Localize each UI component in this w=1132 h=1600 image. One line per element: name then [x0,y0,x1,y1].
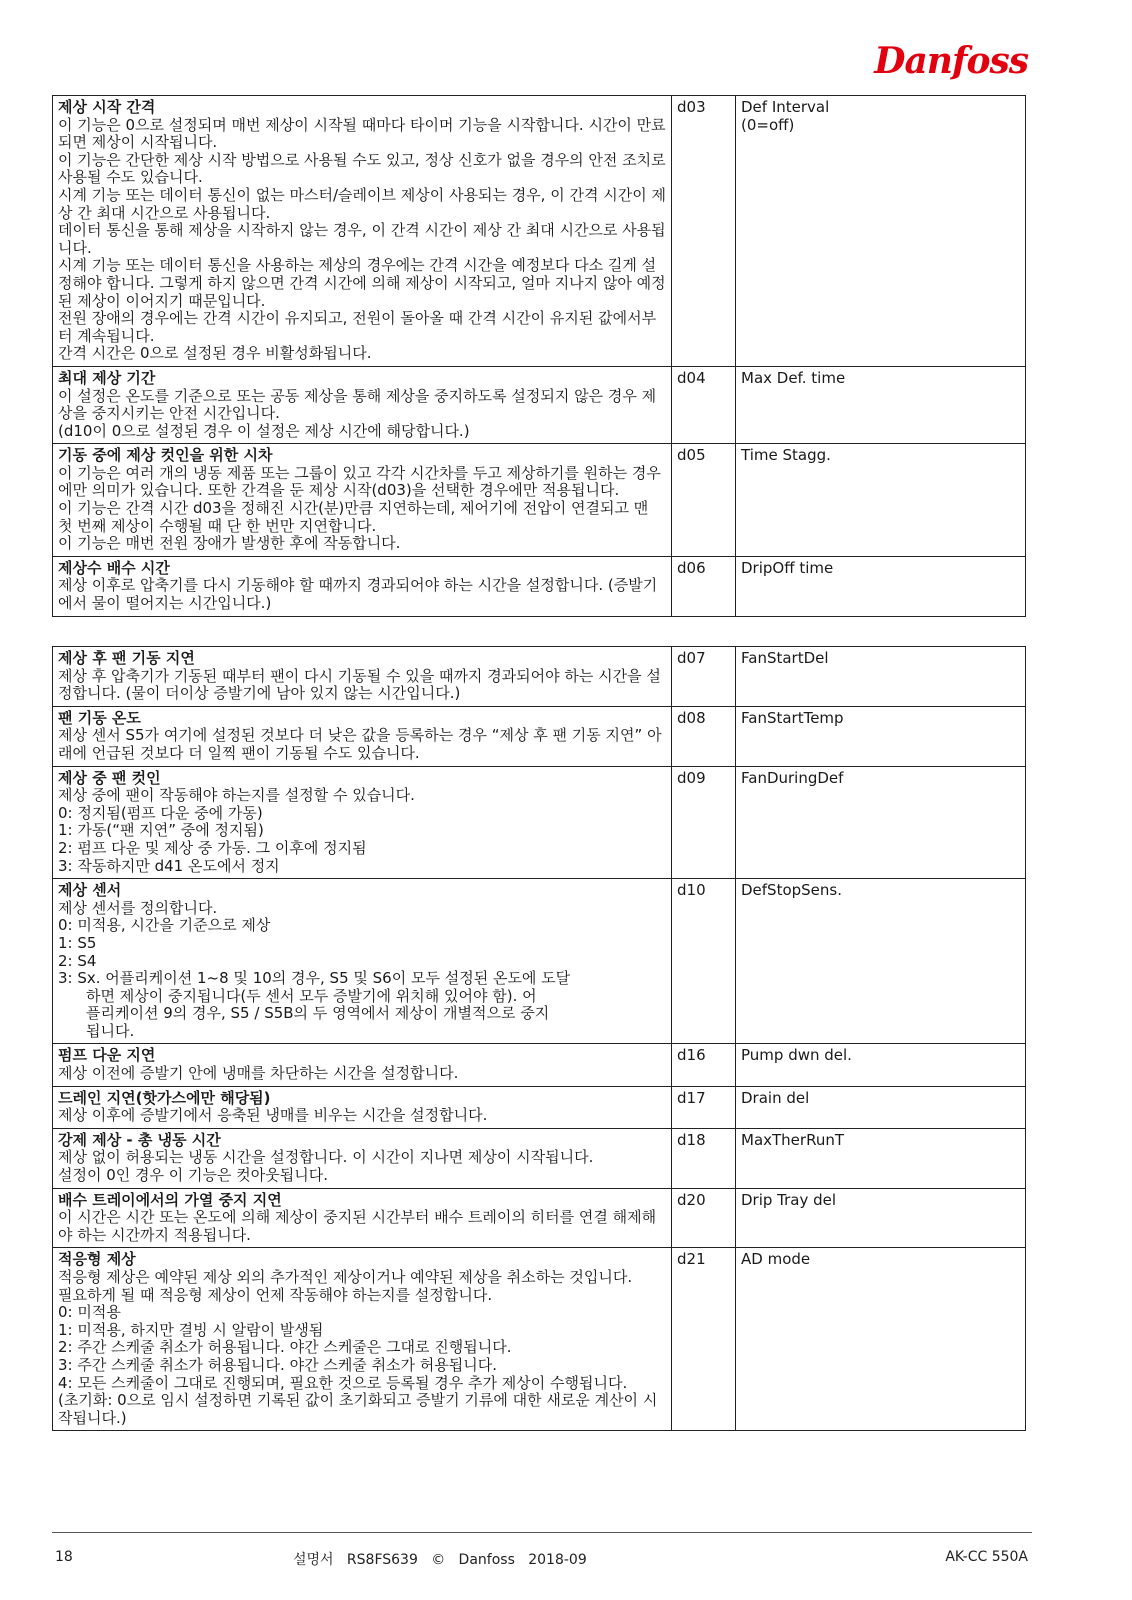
parameter-code: d16 [672,1044,736,1086]
parameter-title: 최대 제상 기간 [58,368,156,387]
description-line: 2: 주간 스케줄 취소가 허용됩니다. 야간 스케줄은 그대로 진행됩니다. [58,1338,512,1357]
page-number: 18 [55,1549,73,1565]
description-line: 시계 기능 또는 데이터 통신을 사용하는 제상의 경우에는 간격 시간을 예정보다 다소 길게 설정해야 합니다. 그렇게 하지 않으면 간격 시간에 의해 제상이 시작되고, 얼마 지나지 않아 예정된 제상이 이어지기 때문입니다. [58,256,666,310]
parameter-label: Pump dwn del. [736,1044,1026,1086]
parameter-row-d06 [53,556,1026,616]
parameter-code: d08 [672,706,736,766]
description-line: 1: 미적용, 하지만 결빙 시 알람이 발생됨 [58,1320,324,1339]
parameter-label: FanStartDel [736,647,1026,707]
parameter-row-d09 [53,766,1026,879]
description-line: 필요하게 될 때 적응형 제상이 언제 작동해야 하는지를 설정합니다. [58,1285,493,1304]
description-line: 데이터 통신을 통해 제상을 시작하지 않는 경우, 이 간격 시간이 제상 간 최대 시간으로 사용됩니다. [58,221,666,257]
description-line: 이 기능은 간단한 제상 시작 방법으로 사용될 수도 있고, 정상 신호가 없을 경우의 안전 조치로 사용될 수도 있습니다. [58,150,666,187]
description-line: 제상 센서를 정의합니다. [58,898,218,917]
description-line: 이 기능은 간격 시간 d03을 정해진 시간(분)만큼 지연하는데, 제어기에 전압이 연결되고 맨 첫 번째 제상이 수행될 때 단 한 번만 지연합니다. [58,499,649,535]
description-line: 이 설정은 온도를 기준으로 또는 공동 제상을 통해 제상을 중지하도록 설정되지 않은 경우 제상을 중지시키는 안전 시간입니다. [58,386,657,423]
parameter-description [53,444,672,557]
description-line: 제상 없이 허용되는 냉동 시간을 설정합니다. 이 시간이 지나면 제상이 시작됩니다. [58,1148,594,1167]
parameter-row-d04 [53,366,1026,443]
parameter-code: d04 [672,366,736,443]
parameter-title: 배수 트레이에서의 가열 중지 지연 [58,1190,282,1209]
parameter-row-d05 [53,444,1026,557]
description-line: 2: 펌프 다운 및 제상 중 가동. 그 이후에 정지됨 [58,838,367,857]
danfoss-logo: Danfoss [874,40,1028,82]
parameter-code: d07 [672,647,736,707]
description-line: 됩니다. [86,1021,135,1040]
description-line: 제상 중에 팬이 작동해야 하는지를 설정할 수 있습니다. [58,786,415,805]
parameter-title: 기동 중에 제상 컷인을 위한 시차 [58,446,273,465]
description-line: 적응형 제상은 예약된 제상 외의 추가적인 제상이거나 예약된 제상을 취소하는 것입니다. [58,1268,633,1286]
parameter-label: Drip Tray del [736,1188,1026,1248]
parameter-label: Def Interval (0=off) [736,96,1026,367]
parameter-row-d03 [53,96,1026,367]
description-line: (초기화: 0으로 임시 설정하면 기록된 값이 초기화되고 증발기 기류에 대한 새로운 계산이 시작됩니다.) [58,1391,658,1427]
parameter-row-d18 [53,1128,1026,1188]
description-line: 제상 후 압축기가 기동된 때부터 팬이 다시 기동될 수 있을 때까지 경과되어야 하는 시간을 설정합니다. (물이 더이상 증발기에 남아 있지 않는 시간입니다.) [58,666,661,703]
parameter-row-d10 [53,879,1026,1044]
parameter-description [53,1188,672,1248]
description-line: 2: S4 [58,951,97,970]
description-line: 전원 장애의 경우에는 간격 시간이 유지되고, 전원이 돌아올 때 간격 시간이 유지된 값에서부터 계속됩니다. [58,309,657,345]
description-line: 하면 제상이 중지됩니다(두 센서 모두 증발기에 위치해 있어야 함). 어 [86,986,537,1005]
parameter-table-1 [52,95,1026,617]
description-line: 3: 작동하지만 d41 온도에서 정지 [58,856,280,875]
product-name: AK-CC 550A [945,1549,1028,1565]
parameter-title: 강제 제상 - 총 냉동 시간 [58,1130,221,1149]
parameter-code: d21 [672,1248,736,1431]
parameter-description [53,1044,672,1086]
parameter-code: d06 [672,556,736,616]
description-line: 이 기능은 여러 개의 냉동 제품 또는 그룹이 있고 각각 시간차를 두고 제상하기를 원하는 경우에만 의미가 있습니다. 또한 간격을 둔 제상 시작(d03)을 선택한 경우에만 적용됩니다. [58,463,661,500]
description-line: 1: S5 [58,933,97,952]
description-line: 플리케이션 9의 경우, S5 / S5B의 두 영역에서 제상이 개별적으로 중지 [86,1004,550,1023]
parameter-row-d17 [53,1086,1026,1128]
parameter-code: d03 [672,96,736,367]
parameter-label: AD mode [736,1248,1026,1431]
parameter-description [53,1128,672,1188]
parameter-description [53,1086,672,1128]
parameter-code: d18 [672,1128,736,1188]
parameter-label: FanStartTemp [736,706,1026,766]
parameter-row-d21 [53,1248,1026,1431]
parameter-title: 드레인 지연(핫가스에만 해당됨) [58,1088,271,1107]
parameter-code: d10 [672,879,736,1044]
parameter-label: FanDuringDef [736,766,1026,879]
parameter-row-d20 [53,1188,1026,1248]
parameter-description [53,1248,672,1431]
parameter-description [53,96,672,367]
parameter-code: d05 [672,444,736,557]
parameter-label: DripOff time [736,556,1026,616]
parameter-description [53,879,672,1044]
parameter-label: Max Def. time [736,366,1026,443]
description-line: 1: 가동(“팬 지연” 중에 정지됨) [58,821,264,840]
parameter-title: 펌프 다운 지연 [58,1046,156,1065]
description-line: 제상 이후에 증발기에서 응축된 냉매를 비우는 시간을 설정합니다. [58,1106,488,1125]
parameter-code: d20 [672,1188,736,1248]
parameter-table-2 [52,646,1026,1431]
parameter-title: 제상 중 팬 컷인 [58,768,161,787]
parameter-title: 제상수 배수 시간 [58,558,170,577]
description-line: 설정이 0인 경우 이 기능은 컷아웃됩니다. [58,1166,328,1185]
description-line: 이 시간은 시간 또는 온도에 의해 제상이 중지된 시간부터 배수 트레이의 히터를 연결 해제해야 하는 시간까지 적용됩니다. [58,1208,657,1244]
document-reference: 설명서 RS8FS639 © Danfoss 2018-09 [293,1552,587,1568]
description-line: 0: 미적용, 시간을 기준으로 제상 [58,916,271,935]
parameter-code: d17 [672,1086,736,1128]
parameter-title: 제상 후 팬 기동 지연 [58,649,195,667]
parameter-row-d08 [53,706,1026,766]
parameter-label: DefStopSens. [736,879,1026,1044]
description-line: 3: Sx. 어플리케이션 1~8 및 10의 경우, S5 및 S6이 모두 설정된 온도에 도달 [58,969,571,988]
description-line: 간격 시간은 0으로 설정된 경우 비활성화됩니다. [58,344,372,363]
parameter-description [53,706,672,766]
description-line: 시계 기능 또는 데이터 통신이 없는 마스터/슬레이브 제상이 사용되는 경우, 이 간격 시간이 제상 간 최대 시간으로 사용됩니다. [58,185,666,222]
parameter-title: 팬 기동 온도 [58,708,141,727]
parameter-code: d09 [672,766,736,879]
parameter-title: 제상 센서 [58,881,122,900]
description-line: 제상 이전에 증발기 안에 냉매를 차단하는 시간을 설정합니다. [58,1064,459,1083]
parameter-description [53,647,672,707]
footer-divider [52,1532,1032,1533]
parameter-description [53,556,672,616]
description-line: (d10이 0으로 설정된 경우 이 설정은 제상 시간에 해당합니다.) [58,421,470,440]
parameter-description [53,366,672,443]
description-line: 이 기능은 0으로 설정되며 매번 제상이 시작될 때마다 타이머 기능을 시작합니다. 시간이 만료되면 제상이 시작됩니다. [58,115,666,152]
description-line: 0: 정지됨(펌프 다운 중에 가동) [58,803,263,822]
parameter-label: Drain del [736,1086,1026,1128]
parameter-row-d16 [53,1044,1026,1086]
parameter-row-d07 [53,647,1026,707]
description-line: 3: 주간 스케줄 취소가 허용됩니다. 야간 스케줄 취소가 허용됩니다. [58,1355,498,1374]
parameter-label: Time Stagg. [736,444,1026,557]
description-line: 4: 모든 스케줄이 그대로 진행되며, 필요한 것으로 등록될 경우 추가 제상이 수행됩니다. [58,1373,628,1392]
parameter-title: 적응형 제상 [58,1250,136,1269]
parameter-description [53,766,672,879]
parameter-label: MaxTherRunT [736,1128,1026,1188]
parameter-title: 제상 시작 간격 [58,98,156,116]
description-line: 제상 센서 S5가 여기에 설정된 것보다 더 낮은 값을 등록하는 경우 “제상 후 팬 기동 지연” 아래에 언급된 것보다 더 일찍 팬이 기동될 수도 있습니다. [58,726,662,762]
description-line: 제상 이후로 압축기를 다시 기동해야 할 때까지 경과되어야 하는 시간을 설정합니다. (증발기에서 물이 떨어지는 시간입니다.) [58,576,658,613]
description-line: 이 기능은 매번 전원 장애가 발생한 후에 작동합니다. [58,534,401,553]
description-line: 0: 미적용 [58,1303,121,1322]
